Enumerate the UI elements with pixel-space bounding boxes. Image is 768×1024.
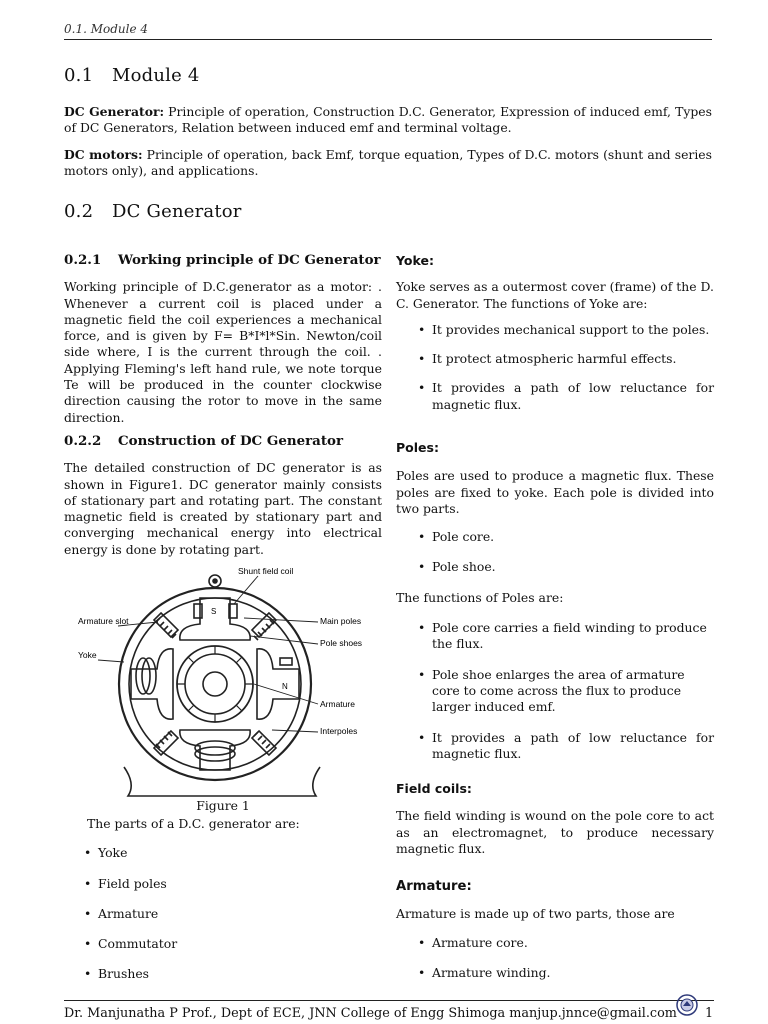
- dc-generator-syllabus-label: DC Generator:: [64, 104, 165, 119]
- main-pole-s: [180, 598, 250, 640]
- poles-functions-list: [396, 620, 714, 762]
- list-item: • Pole shoe enlarges the area of armature core to come across the flux to produce larger induced emf.: [396, 667, 714, 716]
- armature-parts-list: [396, 935, 714, 982]
- list-item: • Pole core carries a field winding to produce the flux.: [396, 620, 714, 653]
- poles-block: [396, 440, 714, 762]
- working-principle-block: [64, 252, 382, 426]
- page-number: 1: [705, 1006, 714, 1021]
- section-title: DC Generator: [112, 201, 242, 222]
- list-item: • It provides a path of low reluctance for magnetic flux.: [396, 380, 714, 413]
- label-pole-n: N: [282, 682, 288, 691]
- working-principle-text: Working principle of D.C.generator as a motor: . Whenever a current coil is placed under a magnetic field the coil experiences a mechanical force, and is given by F= B*I*l*Sin. Newton/coil side where, I is the current through the coil. . Applying Fleming's left hand rule, we note torque Te will be produced in the counter clockwise direction causing the rotor to move in the same direction.: [64, 279, 382, 425]
- section-title-dc-generator: [64, 201, 242, 222]
- dc-motors-syllabus: [64, 147, 712, 179]
- parts-list: [64, 845, 382, 982]
- yoke-heading: Yoke:: [396, 253, 434, 268]
- armature-block: [396, 879, 714, 981]
- interpole-bottom-right: [252, 731, 276, 755]
- page-footer: [64, 1000, 714, 1021]
- armature-shaft: [203, 672, 227, 696]
- field-coil-n-top: [280, 658, 292, 665]
- armature-slots: [177, 646, 253, 722]
- subsection-title: Construction of DC Generator: [118, 433, 343, 449]
- list-item: • Pole core.: [396, 529, 714, 545]
- field-coils-text: The field winding is wound on the pole core to act as an electromagnet, to produce necessary magnetic flux.: [396, 808, 714, 856]
- section-title-module-4: [64, 65, 200, 86]
- leader-main-poles: [244, 618, 318, 622]
- field-coils-block: [396, 781, 714, 857]
- dc-motors-syllabus-label: DC motors:: [64, 147, 143, 162]
- dc-motors-syllabus-text: Principle of operation, back Emf, torque equation, Types of D.C. motors (shunt and series motors only), and applications.: [64, 147, 712, 178]
- list-item: • It provides a path of low reluctance for magnetic flux.: [396, 730, 714, 763]
- field-coil-left: [142, 658, 156, 694]
- list-item: • Armature core.: [396, 935, 714, 951]
- leader-interpoles: [272, 730, 318, 732]
- label-armature: Armature: [320, 699, 355, 709]
- label-shunt-field-coil: Shunt field coil: [238, 566, 294, 576]
- list-item: • Pole shoe.: [396, 559, 714, 575]
- college-seal-icon: [676, 994, 698, 1016]
- leader-pole-shoes: [250, 636, 318, 644]
- dc-generator-figure: [66, 562, 382, 798]
- list-item: • Armature: [64, 906, 382, 922]
- construction-text: The detailed construction of DC generator is as shown in Figure1. DC generator mainly consists of stationary part and rotating part. The constant magnetic field is created by stationary part and converging mechanical energy into electrical energy is done by rotating part.: [64, 460, 382, 557]
- list-item: • Field poles: [64, 876, 382, 892]
- construction-block: [64, 433, 382, 558]
- dc-generator-syllabus: [64, 104, 712, 136]
- poles-functions-intro: The functions of Poles are:: [396, 589, 564, 605]
- list-item: • Brushes: [64, 966, 382, 982]
- poles-parts-list: [396, 529, 714, 576]
- label-pole-s: S: [211, 607, 217, 616]
- armature-heading: Armature:: [396, 879, 472, 894]
- yoke-block: [396, 253, 714, 413]
- yoke-text: Yoke serves as a outermost cover (frame) of the D. C. Generator. The functions of Yoke are:: [396, 279, 714, 311]
- subsection-number: 0.2.1: [64, 252, 102, 268]
- leader-yoke: [98, 660, 124, 662]
- list-item: • It protect atmospheric harmful effects.: [396, 351, 714, 367]
- section-number: 0.1: [64, 65, 94, 86]
- label-yoke: Yoke: [78, 650, 97, 660]
- interpole-top-right: [252, 613, 276, 640]
- dc-generator-syllabus-text: Principle of operation, Construction D.C. Generator, Expression of induced emf, Types of DC Generators, Relation between induced emf and terminal voltage.: [64, 104, 712, 135]
- subsection-number: 0.2.2: [64, 433, 102, 449]
- footer-text: Dr. Manjunatha P Prof., Dept of ECE, JNN College of Engg Shimoga manjup.jnnce@gmail.com: [64, 1006, 677, 1021]
- figure-caption: Figure 1: [196, 798, 250, 813]
- parts-intro: The parts of a D.C. generator are:: [87, 816, 300, 831]
- label-main-poles: Main poles: [320, 616, 362, 626]
- field-coils-heading: Field coils:: [396, 781, 472, 796]
- parts-block: [64, 816, 382, 983]
- machine-base: [124, 767, 320, 796]
- field-coil-bottom: [195, 741, 235, 755]
- interpole-bottom-left: [154, 731, 178, 755]
- label-armature-slot: Armature slot: [78, 616, 129, 626]
- main-pole-bottom: [180, 730, 250, 770]
- subsection-title-working-principle: [64, 252, 382, 268]
- list-item: • Armature winding.: [396, 965, 714, 981]
- list-item: • It provides mechanical support to the poles.: [396, 322, 714, 338]
- list-item: • Yoke: [64, 845, 382, 861]
- interpole-top-left: [154, 613, 178, 638]
- list-item: • Commutator: [64, 936, 382, 952]
- section-number: 0.2: [64, 201, 94, 222]
- armature-text: Armature is made up of two parts, those are: [396, 906, 675, 922]
- poles-text: Poles are used to produce a magnetic flux. These poles are fixed to yoke. Each pole is divided into two parts.: [396, 468, 714, 516]
- label-pole-shoes: Pole shoes: [320, 638, 363, 648]
- label-interpoles: Interpoles: [320, 726, 358, 736]
- subsection-title-construction: [64, 433, 382, 449]
- poles-heading: Poles:: [396, 440, 439, 455]
- yoke-functions-list: [396, 322, 714, 413]
- subsection-title: Working principle of DC Generator: [118, 252, 381, 268]
- section-title: Module 4: [112, 65, 200, 86]
- running-header: 0.1. Module 4: [64, 22, 712, 40]
